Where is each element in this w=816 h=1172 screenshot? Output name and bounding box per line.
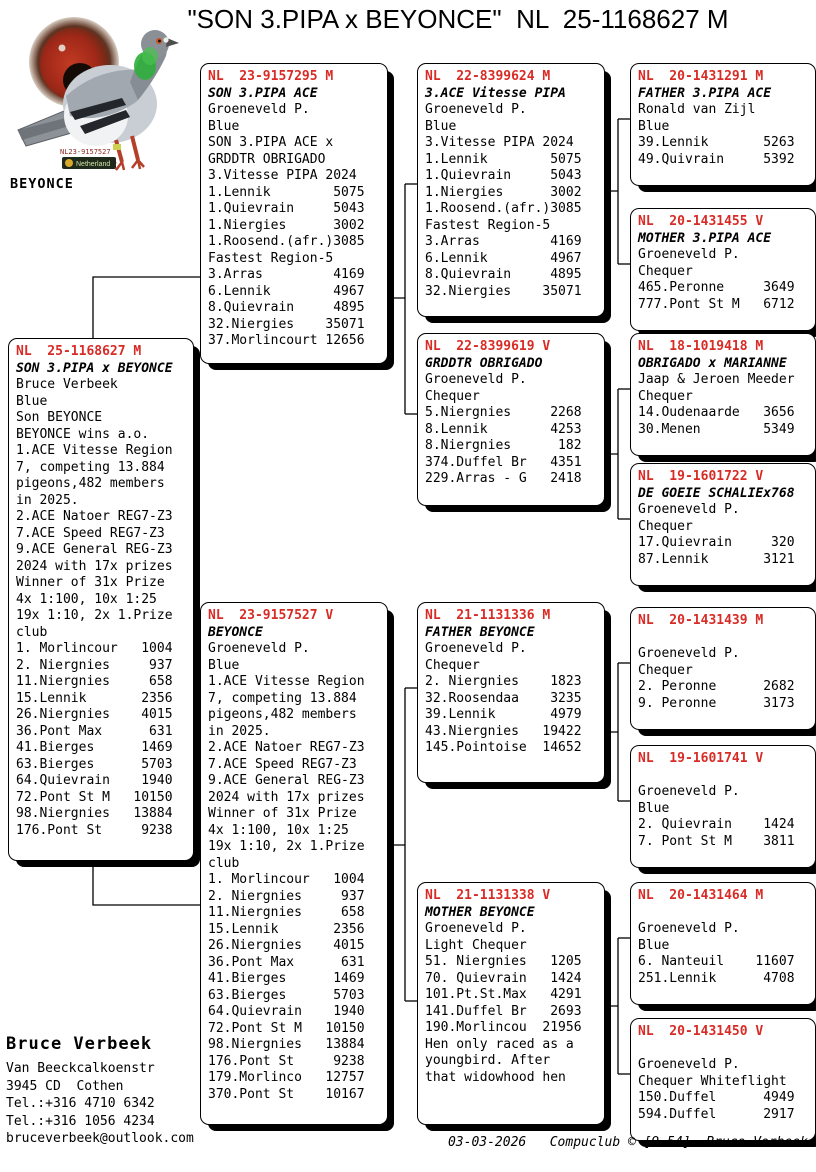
pedigree-line: 19x 1:10, 2x 1.Prize xyxy=(16,608,173,623)
ring-number: NL 23-9157527 V xyxy=(208,608,334,623)
pedigree-line: Chequer xyxy=(638,662,693,678)
pedigree-line: 43.Niergnies 19422 xyxy=(425,723,582,739)
pedigree-line: 7, competing 13.884 xyxy=(16,459,165,475)
pedigree-line: 51. Niergnies 1205 xyxy=(425,954,582,969)
pedigree-line: 1.Roosend.(afr.)3085 xyxy=(425,201,582,216)
svg-text:NL23-9157527: NL23-9157527 xyxy=(60,148,111,156)
pedigree-line: Blue xyxy=(208,118,240,134)
pedigree-line: Bruce Verbeek xyxy=(16,377,118,392)
pedigree-line: Blue xyxy=(638,937,670,953)
pedigree-line: 64.Quievrain 1940 xyxy=(208,1004,365,1019)
pedigree-line: Chequer xyxy=(638,263,693,279)
pedigree-box-sd-sire xyxy=(630,333,816,456)
pedigree-line: 179.Morlinco 12757 xyxy=(208,1070,365,1085)
pedigree-line: 2. Niergnies 937 xyxy=(16,657,173,673)
pedigree-line: club xyxy=(16,624,48,640)
pedigree-line: Groeneveld P. xyxy=(638,921,740,936)
owner-contact-line: bruceverbeek@outlook.com xyxy=(6,1131,194,1146)
pedigree-line: Fastest Region-5 xyxy=(425,217,551,233)
pedigree-line: 1.Lennik 5075 xyxy=(208,184,365,200)
pedigree-box-sire-dam xyxy=(417,333,605,506)
pedigree-line: in 2025. xyxy=(16,492,79,508)
ring-number: NL 19-1601722 V xyxy=(638,469,764,484)
pedigree-line: Groeneveld P. xyxy=(425,641,527,656)
pedigree-line: pigeons,482 members xyxy=(16,476,165,491)
pedigree-line: Groeneveld P. xyxy=(208,102,310,117)
pedigree-line: Groeneveld P. xyxy=(638,646,740,661)
pedigree-line: Winner of 31x Prize xyxy=(16,575,165,590)
pigeon-name: BEYONCE xyxy=(208,624,263,640)
ring-number: NL 20-1431439 M xyxy=(638,613,764,628)
pedigree-line: Blue xyxy=(16,393,48,409)
pedigree-line: 98.Niergnies 13884 xyxy=(16,806,173,821)
pedigree-line: 9.ACE General REG-Z3 xyxy=(16,542,173,557)
pedigree-line: 2. Quievrain 1424 xyxy=(638,817,795,832)
ring-number: NL 19-1601741 V xyxy=(638,751,764,766)
pedigree-line: 2. Niergnies 937 xyxy=(208,888,365,904)
pedigree-line: SON 3.PIPA ACE x xyxy=(208,135,334,150)
pedigree-line: 15.Lennik 2356 xyxy=(16,690,173,706)
pedigree-line: 1.Niergies 3002 xyxy=(208,217,365,233)
pedigree-line: 176.Pont St 9238 xyxy=(16,822,173,838)
pedigree-line: 465.Peronne 3649 xyxy=(638,280,795,295)
pedigree-line: 1.Quievrain 5043 xyxy=(208,201,365,216)
pedigree-line: 370.Pont St 10167 xyxy=(208,1086,365,1102)
owner-contact-line: 3945 CD Cothen xyxy=(6,1078,124,1094)
pedigree-line: Groeneveld P. xyxy=(638,1057,740,1072)
page-title: "SON 3.PIPA x BEYONCE" NL 25-1168627 M xyxy=(187,4,729,34)
pedigree-line: 4x 1:100, 10x 1:25 xyxy=(16,591,157,607)
pedigree-box-subject xyxy=(8,338,194,861)
pedigree-line: 8.Quievrain 4895 xyxy=(425,267,582,282)
pedigree-line: 6.Lennik 4967 xyxy=(425,250,582,266)
pedigree-line: 64.Quievrain 1940 xyxy=(16,773,173,788)
pedigree-line: that widowhood hen xyxy=(425,1069,566,1085)
pigeon-name: DE GOEIE SCHALIEx768 xyxy=(638,485,795,501)
pedigree-line: Groeneveld P. xyxy=(425,921,527,936)
pigeon-name: SON 3.PIPA ACE xyxy=(208,85,318,101)
pedigree-line: Groeneveld P. xyxy=(425,102,527,117)
pedigree-box-dam-sire xyxy=(417,602,605,783)
pigeon-name xyxy=(638,905,810,922)
pigeon-name: SON 3.PIPA x BEYONCE xyxy=(16,360,173,376)
pedigree-line: Chequer xyxy=(638,518,693,534)
ring-number: NL 21-1131336 M xyxy=(425,608,551,623)
pedigree-line: 777.Pont St M 6712 xyxy=(638,296,795,312)
pedigree-line: GRDDTR OBRIGADO xyxy=(208,151,326,167)
pedigree-line: 98.Niergnies 13884 xyxy=(208,1037,365,1052)
pedigree-line: Blue xyxy=(638,118,670,134)
pedigree-line: 72.Pont St M 10150 xyxy=(16,789,173,805)
owner-contact-line: Tel.:+316 4710 6342 xyxy=(6,1096,155,1111)
pedigree-line: 1.ACE Vitesse Region xyxy=(16,443,173,458)
owner-block xyxy=(6,1034,194,1148)
pedigree-line: BEYONCE wins a.o. xyxy=(16,426,150,442)
pedigree-line: 6.Lennik 4967 xyxy=(208,283,365,299)
pedigree-line: 1. Morlincour 1004 xyxy=(16,641,173,656)
pedigree-box-sire-sire xyxy=(417,63,605,317)
pedigree-line: 101.Pt.St.Max 4291 xyxy=(425,987,582,1002)
pedigree-line: 1.Lennik 5075 xyxy=(425,151,582,167)
pedigree-line: club xyxy=(208,855,240,871)
pedigree-line: 63.Bierges 5703 xyxy=(208,987,365,1003)
pedigree-line: 39.Lennik 4979 xyxy=(425,707,582,722)
ring-number: NL 25-1168627 M xyxy=(16,344,142,359)
pedigree-line: Chequer Whiteflight xyxy=(638,1073,787,1089)
pedigree-line: 7.ACE Speed REG7-Z3 xyxy=(208,756,357,772)
pedigree-line: 7. Pont St M 3811 xyxy=(638,833,795,849)
pedigree-line: 36.Pont Max 631 xyxy=(16,723,173,739)
pedigree-line: 4x 1:100, 10x 1:25 xyxy=(208,822,349,838)
pedigree-line: Groeneveld P. xyxy=(208,641,310,656)
pedigree-line: 14.Oudenaarde 3656 xyxy=(638,405,795,420)
ring-number: NL 22-8399624 M xyxy=(425,69,551,84)
pedigree-line: Ronald van Zijl xyxy=(638,102,756,117)
pedigree-line: Light Chequer xyxy=(425,937,527,953)
pedigree-line: 2024 with 17x prizes xyxy=(208,789,365,805)
owner-name: Bruce Verbeek xyxy=(6,1034,153,1054)
pedigree-line: Groeneveld P. xyxy=(638,502,740,517)
pedigree-line: 87.Lennik 3121 xyxy=(638,551,795,567)
photo-caption: BEYONCE xyxy=(10,176,74,192)
pedigree-line: 7.ACE Speed REG7-Z3 xyxy=(16,525,165,541)
pedigree-line: 32.Niergies 35071 xyxy=(208,316,365,332)
photo-ring-overlay xyxy=(60,148,116,169)
pigeon-photo xyxy=(4,4,200,174)
pedigree-line: 11.Niergnies 658 xyxy=(208,905,365,920)
pedigree-line: 70. Quievrain 1424 xyxy=(425,970,582,986)
pedigree-line: 36.Pont Max 631 xyxy=(208,954,365,970)
pedigree-line: 26.Niergnies 4015 xyxy=(16,707,173,722)
pedigree-line: 3.Arras 4169 xyxy=(425,234,582,249)
pedigree-line: youngbird. After xyxy=(425,1053,551,1068)
pedigree-box-sire xyxy=(200,63,388,364)
pedigree-line: 2. Niergnies 1823 xyxy=(425,674,582,689)
pigeon-name xyxy=(638,768,810,785)
pedigree-line: 3.Vitesse PIPA 2024 xyxy=(425,135,574,150)
pedigree-line: 594.Duffel 2917 xyxy=(638,1106,795,1122)
pedigree-line: 229.Arras - G 2418 xyxy=(425,471,582,486)
pedigree-box-sd-dam xyxy=(630,463,816,586)
pedigree-line: 26.Niergnies 4015 xyxy=(208,938,365,953)
pedigree-line: 7, competing 13.884 xyxy=(208,690,357,706)
pedigree-line: 1.Niergies 3002 xyxy=(425,184,582,200)
owner-contact-line: Van Beeckcalkoenstr xyxy=(6,1061,155,1076)
pedigree-line: Groeneveld P. xyxy=(638,784,740,799)
pedigree-line: 1.Roosend.(afr.)3085 xyxy=(208,234,365,249)
ring-number: NL 22-8399619 V xyxy=(425,339,551,354)
ring-number: NL 21-1131338 V xyxy=(425,888,551,903)
pedigree-line: 374.Duffel Br 4351 xyxy=(425,454,582,470)
pedigree-line: 9. Peronne 3173 xyxy=(638,695,795,711)
pedigree-box-ss-sire xyxy=(630,63,816,186)
pedigree-line: Blue xyxy=(638,800,670,816)
pedigree-line: 6. Nanteuil 11607 xyxy=(638,954,795,969)
pedigree-line: 30.Menen 5349 xyxy=(638,421,795,437)
pedigree-line: 2. Peronne 2682 xyxy=(638,679,795,694)
pigeon-name: MOTHER BEYONCE xyxy=(425,904,535,920)
pedigree-line: 32.Roosendaa 3235 xyxy=(425,690,582,706)
pedigree-line: 5.Niergnies 2268 xyxy=(425,405,582,420)
pedigree-line: 2.ACE Natoer REG7-Z3 xyxy=(208,740,365,755)
pedigree-box-dd-dam xyxy=(630,1018,816,1141)
footer-credit: 03-03-2026 Compuclub © [9.54] Bruce Verbeek xyxy=(447,1135,808,1150)
pedigree-line: 37.Morlincourt 12656 xyxy=(208,333,365,348)
pigeon-name: GRDDTR OBRIGADO xyxy=(425,355,543,371)
pedigree-line: 2.ACE Natoer REG7-Z3 xyxy=(16,509,173,524)
pedigree-line: 8.Quievrain 4895 xyxy=(208,300,365,315)
pigeon-name: 3.ACE Vitesse PIPA xyxy=(425,85,566,101)
pedigree-line: 19x 1:10, 2x 1.Prize xyxy=(208,839,365,854)
pigeon-name xyxy=(638,1041,810,1058)
pedigree-line: 150.Duffel 4949 xyxy=(638,1090,795,1105)
pedigree-box-ds-sire xyxy=(630,607,816,730)
pedigree-line: 17.Quievrain 320 xyxy=(638,535,795,550)
pedigree-line: 8.Lennik 4253 xyxy=(425,421,582,437)
owner-contact-line: Tel.:+316 1056 4234 xyxy=(6,1113,155,1129)
pedigree-line: in 2025. xyxy=(208,723,271,739)
pedigree-line: 8.Niergnies 182 xyxy=(425,438,582,453)
pedigree-line: 32.Niergies 35071 xyxy=(425,283,582,299)
pedigree-box-dam-dam xyxy=(417,882,605,1125)
pedigree-line: Fastest Region-5 xyxy=(208,250,334,266)
pedigree-line: 15.Lennik 2356 xyxy=(208,921,365,937)
pedigree-line: 141.Duffel Br 2693 xyxy=(425,1003,582,1019)
ring-number: NL 20-1431455 V xyxy=(638,214,764,229)
pedigree-line: 190.Morlincou 21956 xyxy=(425,1020,582,1035)
pedigree-line: Groeneveld P. xyxy=(425,372,527,387)
pedigree-line: 41.Bierges 1469 xyxy=(16,740,173,755)
pedigree-line: Chequer xyxy=(425,657,480,673)
pigeon-name xyxy=(638,630,810,647)
pedigree-line: 9.ACE General REG-Z3 xyxy=(208,773,365,788)
pedigree-line: 145.Pointoise 14652 xyxy=(425,740,582,755)
pedigree-line: 11.Niergnies 658 xyxy=(16,674,173,689)
pedigree-box-ss-dam xyxy=(630,208,816,331)
pedigree-line: 1.ACE Vitesse Region xyxy=(208,674,365,689)
pedigree-line: 251.Lennik 4708 xyxy=(638,970,795,986)
pedigree-line: Chequer xyxy=(638,388,693,404)
pedigree-line: 72.Pont St M 10150 xyxy=(208,1020,365,1036)
pedigree-line: Chequer xyxy=(425,388,480,404)
pedigree-line: 1.Quievrain 5043 xyxy=(425,168,582,183)
pigeon-name: FATHER 3.PIPA ACE xyxy=(638,85,772,101)
svg-text:Netherland: Netherland xyxy=(76,161,111,168)
owner-contact-lines xyxy=(6,1060,194,1148)
pedigree-line: Blue xyxy=(425,118,457,134)
pedigree-box-dam xyxy=(200,602,388,1125)
pedigree-line: 3.Vitesse PIPA 2024 xyxy=(208,168,357,183)
pedigree-line: Winner of 31x Prize xyxy=(208,806,357,821)
ring-number: NL 23-9157295 M xyxy=(208,69,334,84)
pigeon-name: MOTHER 3.PIPA ACE xyxy=(638,230,772,246)
pedigree-line: 176.Pont St 9238 xyxy=(208,1053,365,1069)
pedigree-line: Hen only raced as a xyxy=(425,1036,574,1052)
pigeon-name: OBRIGADO x MARIANNE xyxy=(638,355,787,371)
pedigree-line: 1. Morlincour 1004 xyxy=(208,872,365,887)
pedigree-line: Groeneveld P. xyxy=(638,247,740,262)
ring-number: NL 18-1019418 M xyxy=(638,339,764,354)
pedigree-line: pigeons,482 members xyxy=(208,707,357,722)
pedigree-line: 39.Lennik 5263 xyxy=(638,135,795,150)
pedigree-box-dd-sire xyxy=(630,882,816,1005)
pedigree-box-ds-dam xyxy=(630,745,816,868)
pedigree-line: Son BEYONCE xyxy=(16,410,103,425)
ring-number: NL 20-1431291 M xyxy=(638,69,764,84)
pedigree-line: 41.Bierges 1469 xyxy=(208,971,365,986)
pigeon-name: FATHER BEYONCE xyxy=(425,624,535,640)
ring-number: NL 20-1431450 V xyxy=(638,1024,764,1039)
pedigree-line: Blue xyxy=(208,657,240,673)
pedigree-line: 49.Quivrain 5392 xyxy=(638,151,795,167)
ring-number: NL 20-1431464 M xyxy=(638,888,764,903)
pedigree-line: 2024 with 17x prizes xyxy=(16,558,173,574)
pedigree-line: 63.Bierges 5703 xyxy=(16,756,173,772)
pedigree-line: 3.Arras 4169 xyxy=(208,267,365,282)
pedigree-line: Jaap & Jeroen Meeder xyxy=(638,372,795,387)
